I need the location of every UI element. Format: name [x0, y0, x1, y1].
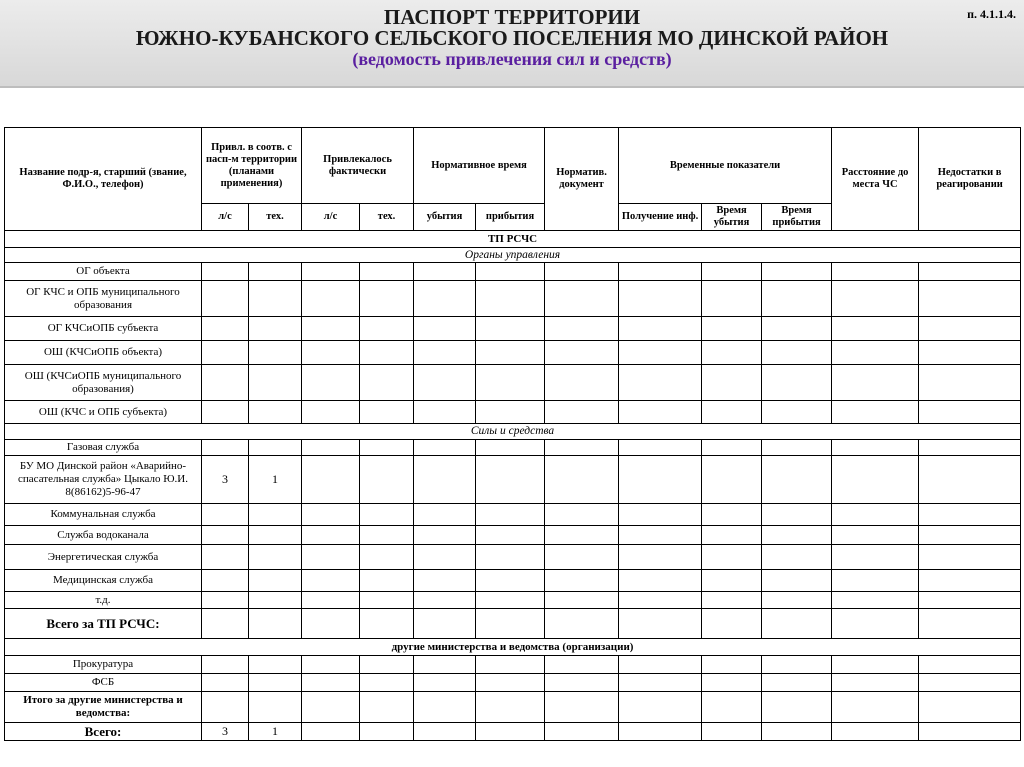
- col-header-normativ-doc: Норматив. документ: [545, 128, 619, 231]
- row-label: Коммунальная служба: [5, 504, 202, 526]
- row-label: ОШ (КЧСиОПБ муниципального образования): [5, 365, 202, 401]
- row-label: ОШ (КЧСиОПБ объекта): [5, 341, 202, 365]
- col-header-poluchenie: Получение инф.: [619, 204, 702, 231]
- row-label: Служба водоканала: [5, 526, 202, 545]
- total-row-other: [5, 692, 1021, 723]
- section-organs: Органы управления: [5, 248, 1021, 263]
- row-label: т.д.: [5, 592, 202, 609]
- col-header-name: Название подр-я, старший (звание, Ф.И.О., телефон): [5, 128, 202, 231]
- col-header-normativ-time: Нормативное время: [414, 128, 545, 204]
- col-header-teh: тех.: [249, 204, 302, 231]
- table-row: [5, 674, 1021, 692]
- col-header-ls: л/с: [202, 204, 249, 231]
- slide-header: [0, 0, 1024, 88]
- col-header-deficiencies: Недостатки в реагировании: [919, 128, 1021, 231]
- table-row: [5, 504, 1021, 526]
- row-label: ОШ (КЧС и ОПБ субъекта): [5, 401, 202, 424]
- table-row: [5, 545, 1021, 570]
- row-label: Газовая служба: [5, 440, 202, 456]
- col-header-pribytiya: прибытия: [476, 204, 545, 231]
- grand-total-row: [5, 723, 1021, 741]
- table-row: [5, 341, 1021, 365]
- table-row: [5, 365, 1021, 401]
- col-header-time-indicators: Временные показатели: [619, 128, 832, 204]
- grand-total-ls: 3: [202, 723, 249, 741]
- col-header-distance: Расстояние до места ЧС: [832, 128, 919, 231]
- resources-table: [4, 127, 1021, 741]
- grand-total-teh: 1: [249, 723, 302, 741]
- table-row: [5, 440, 1021, 456]
- title-line-1: ПАСПОРТ ТЕРРИТОРИИ: [383, 5, 641, 29]
- row-label: ОГ КЧС и ОПБ муниципального образования: [5, 281, 202, 317]
- row-label: БУ МО Динской район «Аварийно-спасательная служба» Цыкало Ю.И. 8(86162)5-96-47: [5, 456, 202, 504]
- table-row: [5, 401, 1021, 424]
- table-row: [5, 281, 1021, 317]
- row-label: Медицинская служба: [5, 570, 202, 592]
- row-label: ФСБ: [5, 674, 202, 692]
- row-label: ОГ КЧСиОПБ субъекта: [5, 317, 202, 341]
- section-forces: Силы и средства: [5, 424, 1021, 440]
- total-row-tp: [5, 609, 1021, 639]
- col-header-teh: тех.: [360, 204, 414, 231]
- title-line-2: ЮЖНО-КУБАНСКОГО СЕЛЬСКОГО ПОСЕЛЕНИЯ МО ДИНСКОЙ РАЙОН: [135, 26, 889, 50]
- col-header-vremya-pribytiya: Время прибытия: [762, 204, 832, 231]
- total-tp-label: Всего за ТП РСЧС:: [5, 609, 202, 639]
- row-label: Прокуратура: [5, 656, 202, 674]
- grand-total-label: Всего:: [5, 723, 202, 741]
- table-row: [5, 526, 1021, 545]
- row-label: ОГ объекта: [5, 263, 202, 281]
- col-header-privlekalos: Привлекалось фактически: [302, 128, 414, 204]
- table-row: [5, 570, 1021, 592]
- cell-teh: 1: [249, 456, 302, 504]
- col-header-ubytiya: убытия: [414, 204, 476, 231]
- row-label: Энергетическая служба: [5, 545, 202, 570]
- cell-ls: 3: [202, 456, 249, 504]
- table-row: [5, 656, 1021, 674]
- col-header-privl: Привл. в соотв. с пасп-м территории (планами применения): [202, 128, 302, 204]
- section-tp-rschs: ТП РСЧС: [5, 231, 1021, 248]
- table-row: [5, 317, 1021, 341]
- total-other-label: Итого за другие министерства и ведомства:: [5, 692, 202, 723]
- col-header-vremya-ubytiya: Время убытия: [702, 204, 762, 231]
- section-other-ministries: другие министерства и ведомства (организации): [5, 639, 1021, 656]
- table-row: [5, 456, 1021, 504]
- col-header-ls: л/с: [302, 204, 360, 231]
- table-row: [5, 592, 1021, 609]
- page-reference: п. 4.1.1.4.: [967, 7, 1016, 21]
- table-row: [5, 263, 1021, 281]
- subtitle: (ведомость привлечения сил и средств): [352, 49, 672, 69]
